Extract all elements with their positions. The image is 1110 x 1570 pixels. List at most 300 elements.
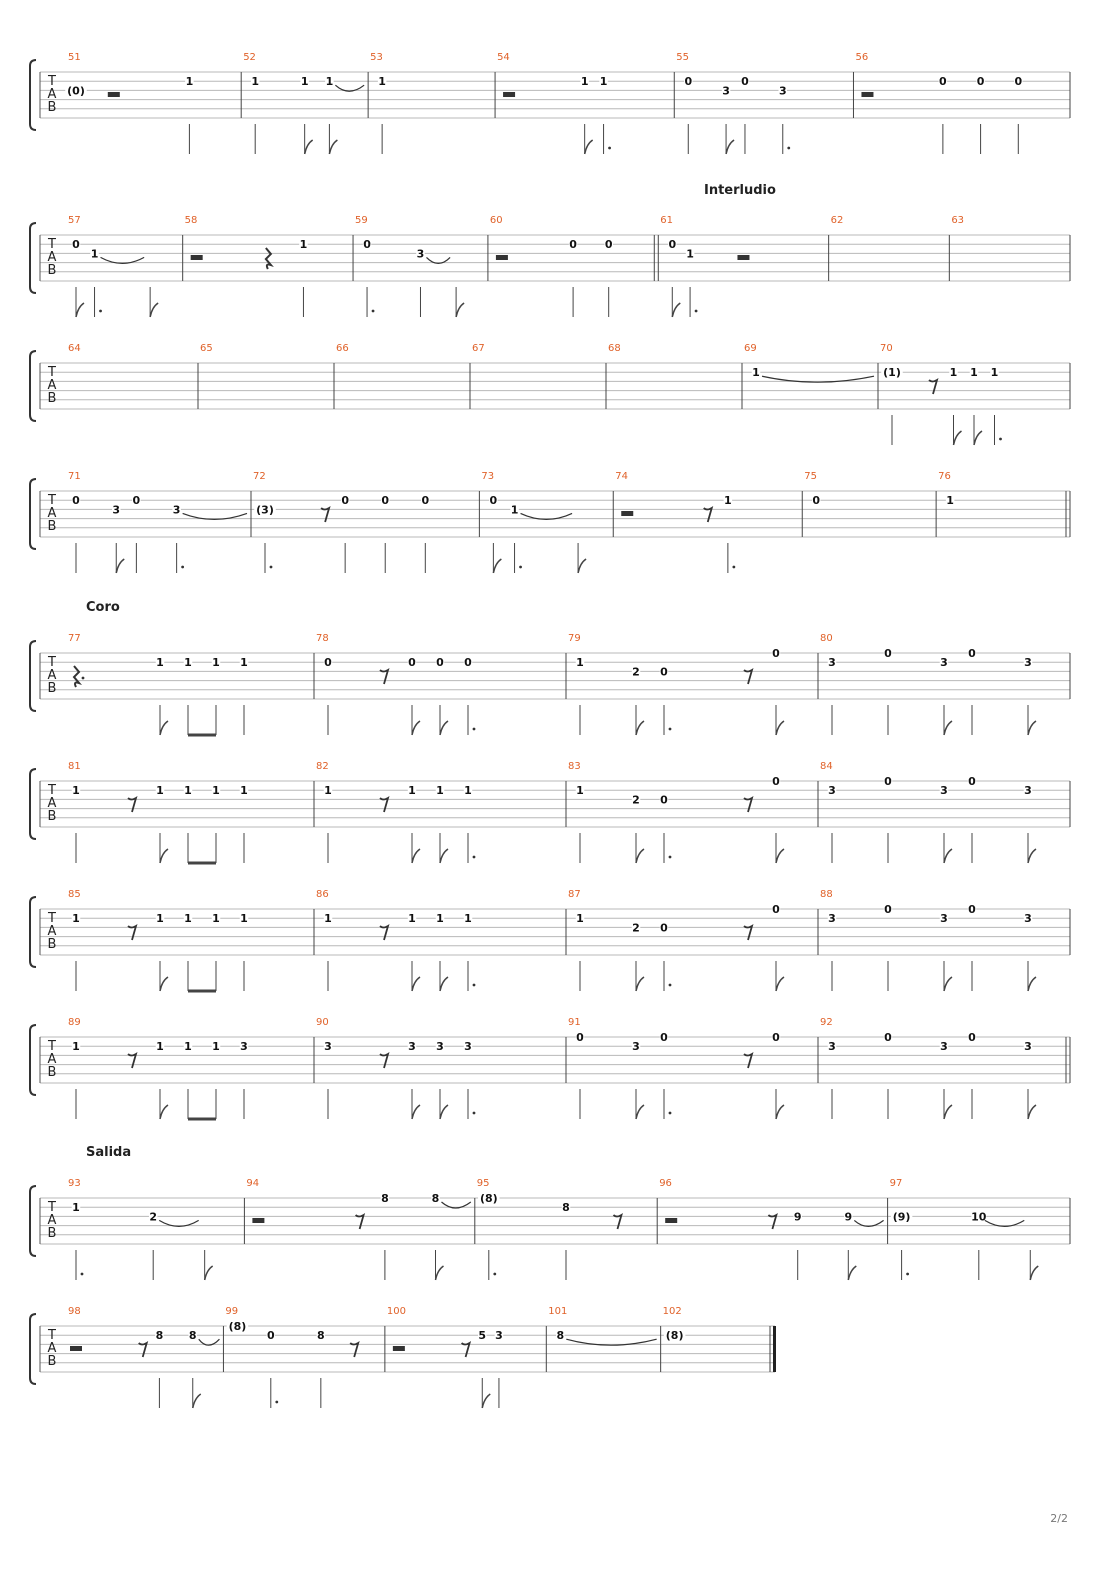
- dot: [695, 310, 698, 313]
- bar-number: 83: [568, 761, 581, 772]
- eighth-flag: [160, 1105, 168, 1119]
- eighth-flag: [944, 1105, 952, 1119]
- fret-number: 0: [363, 238, 371, 252]
- half-rest: [861, 92, 873, 97]
- tab-system: [0, 333, 1110, 453]
- eighth-flag: [1028, 1105, 1036, 1119]
- tab-staff: [0, 1168, 1110, 1288]
- fret-number: 8: [562, 1201, 570, 1215]
- bar-number: 85: [68, 889, 81, 900]
- fret-number: 3: [436, 1040, 444, 1054]
- fret-number: 10: [971, 1210, 987, 1224]
- eighth-rest: [321, 508, 329, 522]
- fret-number: 1: [464, 784, 472, 798]
- tab-clef-letter: B: [47, 1354, 57, 1369]
- tab-clef-letter: B: [47, 100, 57, 115]
- eighth-flag: [585, 140, 593, 154]
- dot: [473, 984, 476, 987]
- fret-number: (9): [892, 1210, 911, 1224]
- fret-number: 1: [300, 75, 309, 89]
- fret-number: 1: [240, 912, 248, 926]
- fret-number: 1: [408, 784, 416, 798]
- bar-number: 79: [568, 633, 581, 644]
- bar-number: 73: [481, 471, 495, 482]
- fret-number: 0: [569, 238, 577, 252]
- eighth-flag: [456, 303, 464, 317]
- bar-number: 102: [662, 1306, 682, 1317]
- eighth-flag: [1028, 977, 1036, 991]
- bar-number: 64: [68, 343, 81, 354]
- fret-number: 1: [324, 784, 332, 798]
- eighth-flag: [776, 721, 784, 735]
- tab-clef-letter: B: [47, 519, 57, 534]
- fret-number: 0: [576, 1031, 584, 1044]
- eighth-flag: [412, 1105, 420, 1119]
- tab-staff: [0, 1007, 1110, 1127]
- tab-clef-letter: A: [47, 1213, 57, 1228]
- dot: [787, 147, 790, 150]
- eighth-flag: [493, 559, 501, 573]
- eighth-rest: [350, 1343, 358, 1357]
- fret-number: 1: [510, 503, 519, 517]
- eighth-rest: [128, 798, 136, 812]
- eighth-flag: [726, 140, 734, 154]
- final-barline-thick: [773, 1326, 776, 1372]
- eighth-flag: [776, 977, 784, 991]
- system-bracket: [30, 223, 36, 293]
- fret-number: 1: [156, 1040, 164, 1054]
- fret-number: 3: [324, 1040, 332, 1054]
- fret-number: 1: [72, 1201, 80, 1215]
- dot: [181, 566, 184, 569]
- eighth-flag: [116, 559, 124, 573]
- half-rest: [621, 511, 633, 516]
- fret-number: 0: [968, 1031, 976, 1044]
- eighth-rest: [380, 926, 388, 940]
- tab-clef-letter: A: [47, 250, 57, 265]
- bar-number: 92: [820, 1017, 833, 1028]
- half-rest: [108, 92, 120, 97]
- fret-number: 1: [580, 75, 589, 89]
- eighth-flag: [1028, 849, 1036, 863]
- eighth-rest: [128, 1054, 136, 1068]
- bar-number: 101: [548, 1306, 568, 1317]
- fret-number: 2: [632, 665, 640, 679]
- fret-number: 0: [72, 238, 80, 252]
- eighth-rest: [462, 1343, 470, 1357]
- fret-number: 0: [266, 1329, 275, 1343]
- tab-clef-letter: A: [47, 668, 57, 683]
- fret-number: 0: [884, 1031, 892, 1044]
- fret-number: 3: [408, 1040, 416, 1054]
- bar-number: 81: [68, 761, 81, 772]
- bar-number: 55: [676, 52, 690, 63]
- bar-number: 94: [246, 1178, 260, 1189]
- dot: [493, 1273, 496, 1276]
- fret-number: 1: [90, 247, 99, 261]
- eighth-flag: [412, 977, 420, 991]
- tab-system: [0, 1007, 1110, 1127]
- half-rest: [252, 1218, 264, 1223]
- fret-number: 0: [72, 494, 80, 508]
- eighth-flag: [636, 721, 644, 735]
- eighth-flag: [329, 140, 337, 154]
- eighth-flag: [776, 849, 784, 863]
- tab-clef-letter: T: [48, 783, 56, 798]
- fret-number: 0: [660, 921, 668, 935]
- bar-number: 63: [951, 215, 965, 226]
- tab-clef-letter: B: [47, 937, 57, 952]
- bar-number: 75: [804, 471, 817, 482]
- bar-number: 69: [744, 343, 757, 354]
- fret-number: 3: [464, 1040, 472, 1054]
- eighth-rest: [768, 1215, 776, 1229]
- tab-clef-letter: A: [47, 924, 57, 939]
- fret-number: 2: [149, 1210, 158, 1224]
- bar-number: 100: [386, 1306, 406, 1317]
- eighth-flag: [160, 721, 168, 735]
- fret-number: 0: [324, 656, 332, 670]
- dot: [473, 728, 476, 731]
- fret-number: 3: [495, 1329, 503, 1343]
- fret-number: 3: [632, 1040, 640, 1054]
- eighth-rest: [744, 670, 752, 684]
- half-rest: [393, 1346, 405, 1351]
- bar-number: 52: [243, 52, 256, 63]
- tab-system: [0, 1168, 1110, 1288]
- dot: [81, 1273, 84, 1276]
- fret-number: 1: [599, 75, 608, 89]
- fret-number: 2: [632, 921, 640, 935]
- eighth-rest: [380, 670, 388, 684]
- tab-clef-letter: T: [48, 365, 56, 380]
- fret-number: 8: [431, 1192, 440, 1205]
- tab-clef-letter: T: [48, 1200, 56, 1215]
- eighth-rest: [744, 798, 752, 812]
- fret-number: 8: [188, 1329, 197, 1343]
- tab-clef-letter: B: [47, 809, 57, 824]
- bar-number: 53: [370, 52, 383, 63]
- fret-number: 1: [990, 366, 999, 380]
- fret-number: 0: [421, 494, 430, 508]
- bar-number: 99: [225, 1306, 239, 1317]
- bar-number: 89: [68, 1017, 81, 1028]
- bar-number: 66: [336, 343, 349, 354]
- fret-number: 1: [184, 656, 192, 670]
- fret-number: 0: [660, 1031, 668, 1044]
- eighth-flag: [944, 721, 952, 735]
- eighth-flag: [848, 1266, 856, 1280]
- fret-number: 1: [686, 247, 694, 261]
- bar-number: 96: [659, 1178, 672, 1189]
- fret-number: 1: [436, 912, 444, 926]
- fret-number: 3: [416, 247, 425, 261]
- tab-clef-letter: B: [47, 1226, 57, 1241]
- eighth-rest: [613, 1215, 621, 1229]
- fret-number: 0: [812, 494, 821, 508]
- fret-number: 0: [408, 656, 416, 670]
- fret-number: 1: [576, 656, 584, 670]
- eighth-flag: [1028, 721, 1036, 735]
- tab-system: [0, 879, 1110, 999]
- fret-number: 0: [489, 494, 498, 508]
- fret-number: 0: [668, 238, 677, 252]
- tab-system: [0, 623, 1110, 743]
- fret-number: 1: [970, 366, 978, 380]
- bar-number: 95: [476, 1178, 490, 1189]
- dot: [732, 566, 735, 569]
- tab-clef-letter: T: [48, 493, 56, 508]
- fret-number: 0: [341, 494, 349, 508]
- fret-number: 3: [940, 1040, 948, 1054]
- bar-number: 86: [316, 889, 329, 900]
- system-bracket: [30, 479, 36, 549]
- eighth-flag: [944, 849, 952, 863]
- fret-number: 0: [684, 75, 693, 89]
- bar-number: 77: [68, 633, 81, 644]
- dot: [669, 728, 672, 731]
- dot: [99, 310, 102, 313]
- fret-number: 8: [155, 1329, 164, 1343]
- eighth-flag: [150, 303, 158, 317]
- fret-number: 0: [772, 775, 780, 788]
- fret-number: 1: [324, 912, 332, 926]
- eighth-flag: [160, 849, 168, 863]
- fret-number: 1: [251, 75, 260, 89]
- bar-number: 65: [200, 343, 213, 354]
- eighth-rest: [128, 926, 136, 940]
- eighth-flag: [412, 721, 420, 735]
- bar-number: 71: [68, 471, 81, 482]
- tab-clef-letter: A: [47, 87, 57, 102]
- fret-number: 1: [325, 75, 334, 89]
- tab-system: [0, 1296, 1110, 1416]
- system-bracket: [30, 1186, 36, 1256]
- eighth-flag: [672, 303, 680, 317]
- eighth-flag: [482, 1394, 490, 1408]
- fret-number: 0: [884, 647, 892, 660]
- tab-clef-letter: B: [47, 263, 57, 278]
- system-bracket: [30, 769, 36, 839]
- system-bracket: [30, 60, 36, 130]
- fret-number: 1: [185, 75, 194, 89]
- eighth-flag: [636, 977, 644, 991]
- fret-number: 1: [156, 656, 164, 670]
- fret-number: 3: [1024, 1040, 1032, 1054]
- fret-number: 0: [772, 647, 780, 660]
- fret-number: 0: [381, 494, 390, 508]
- dot: [275, 1401, 278, 1404]
- dot: [608, 147, 611, 150]
- tab-staff: [0, 879, 1110, 999]
- dot: [372, 310, 375, 313]
- dot: [473, 856, 476, 859]
- fret-number: 1: [212, 912, 220, 926]
- half-rest: [191, 255, 203, 260]
- bar-number: 82: [316, 761, 329, 772]
- fret-number: 1: [946, 494, 954, 508]
- fret-number: 1: [212, 784, 220, 798]
- eighth-flag: [436, 1266, 444, 1280]
- system-bracket: [30, 1314, 36, 1384]
- tab-clef-letter: T: [48, 1328, 56, 1343]
- eighth-flag: [160, 977, 168, 991]
- tab-staff: [0, 42, 1110, 162]
- fret-number: (8): [479, 1192, 498, 1205]
- fret-number: 3: [1024, 912, 1032, 926]
- dot: [906, 1273, 909, 1276]
- fret-number: 0: [968, 775, 976, 788]
- half-rest: [737, 255, 749, 260]
- tab-staff: [0, 461, 1110, 581]
- tab-system: [0, 461, 1110, 581]
- bar-number: 70: [880, 343, 893, 354]
- fret-number: 3: [940, 656, 948, 670]
- fret-number: 1: [212, 656, 220, 670]
- bar-number: 58: [184, 215, 198, 226]
- fret-number: 3: [828, 912, 836, 926]
- fret-number: 3: [240, 1040, 248, 1054]
- fret-number: 3: [722, 84, 730, 98]
- fret-number: 0: [132, 494, 141, 508]
- fret-number: 1: [240, 656, 248, 670]
- tab-clef-letter: A: [47, 378, 57, 393]
- dot: [669, 856, 672, 859]
- fret-number: 0: [660, 793, 668, 807]
- fret-number: 1: [299, 238, 308, 252]
- fret-number: 1: [576, 912, 584, 926]
- fret-number: 8: [556, 1329, 565, 1343]
- fret-number: 3: [940, 912, 948, 926]
- fret-number: 9: [793, 1210, 802, 1224]
- eighth-flag: [1030, 1266, 1038, 1280]
- fret-number: 0: [968, 647, 976, 660]
- fret-number: 0: [464, 656, 472, 670]
- fret-number: 0: [772, 903, 780, 916]
- half-rest: [665, 1218, 677, 1223]
- eighth-flag: [636, 1105, 644, 1119]
- eighth-rest: [929, 380, 937, 394]
- fret-number: 1: [156, 784, 164, 798]
- eighth-rest: [356, 1215, 364, 1229]
- fret-number: 1: [724, 494, 732, 508]
- bar-number: 51: [68, 52, 81, 63]
- eighth-flag: [76, 303, 84, 317]
- bar-number: 90: [316, 1017, 329, 1028]
- eighth-flag: [776, 1105, 784, 1119]
- fret-number: 1: [240, 784, 248, 798]
- bar-number: 67: [472, 343, 485, 354]
- fret-number: 0: [604, 238, 613, 252]
- tab-staff: [0, 333, 1110, 453]
- fret-number: 2: [632, 793, 640, 807]
- quarter-rest: [74, 666, 79, 687]
- fret-number: 0: [884, 903, 892, 916]
- eighth-rest: [139, 1343, 147, 1357]
- dot: [519, 566, 522, 569]
- bar-number: 93: [68, 1178, 81, 1189]
- tab-system: [0, 42, 1110, 162]
- eighth-rest: [380, 798, 388, 812]
- fret-number: (8): [228, 1320, 247, 1333]
- fret-number: 1: [72, 784, 80, 798]
- fret-number: 0: [939, 75, 947, 89]
- fret-number: 3: [172, 503, 181, 517]
- eighth-rest: [704, 508, 712, 522]
- fret-number: (0): [67, 84, 85, 98]
- fret-number: 1: [752, 366, 760, 380]
- fret-number: 3: [828, 784, 836, 798]
- half-rest: [503, 92, 515, 97]
- eighth-rest: [744, 1054, 752, 1068]
- half-rest: [70, 1346, 82, 1351]
- eighth-flag: [578, 559, 586, 573]
- eighth-flag: [440, 977, 448, 991]
- tab-clef-letter: T: [48, 655, 56, 670]
- bar-number: 78: [316, 633, 329, 644]
- section-label-coro: Coro: [86, 600, 120, 615]
- eighth-flag: [974, 431, 982, 445]
- fret-number: 1: [378, 75, 386, 89]
- bar-number: 97: [889, 1178, 903, 1189]
- bar-number: 98: [68, 1306, 81, 1317]
- tab-system: [0, 751, 1110, 871]
- bar-number: 88: [820, 889, 833, 900]
- tab-clef-letter: A: [47, 506, 57, 521]
- fret-number: (3): [256, 503, 274, 517]
- bar-number: 61: [660, 215, 674, 226]
- bar-number: 87: [568, 889, 581, 900]
- fret-number: 5: [478, 1329, 487, 1343]
- bar-number: 84: [820, 761, 833, 772]
- tab-clef-letter: B: [47, 681, 57, 696]
- fret-number: 1: [576, 784, 584, 798]
- fret-number: 1: [156, 912, 164, 926]
- eighth-flag: [412, 849, 420, 863]
- fret-number: 0: [884, 775, 892, 788]
- bar-number: 54: [497, 52, 510, 63]
- eighth-flag: [954, 431, 962, 445]
- eighth-rest: [380, 1054, 388, 1068]
- fret-number: 3: [828, 656, 836, 670]
- tab-staff: [0, 205, 1110, 325]
- half-rest: [496, 255, 508, 260]
- eighth-flag: [944, 977, 952, 991]
- page-number: 2/2: [1050, 1512, 1068, 1525]
- fret-number: 9: [844, 1210, 853, 1224]
- bar-number: 72: [253, 471, 266, 482]
- tab-clef-letter: T: [48, 1039, 56, 1054]
- eighth-rest: [744, 926, 752, 940]
- section-label-salida: Salida: [86, 1145, 132, 1160]
- fret-number: 0: [968, 903, 976, 916]
- fret-number: (8): [665, 1329, 684, 1343]
- bar-number: 74: [615, 471, 628, 482]
- fret-number: (1): [883, 366, 901, 380]
- bar-number: 57: [68, 215, 81, 226]
- fret-number: 8: [381, 1192, 389, 1205]
- bar-number: 76: [938, 471, 951, 482]
- dot: [270, 566, 273, 569]
- tab-system: [0, 205, 1110, 325]
- system-bracket: [30, 351, 36, 421]
- dot: [669, 984, 672, 987]
- bar-number: 80: [820, 633, 833, 644]
- tab-staff: [0, 1296, 1110, 1416]
- eighth-flag: [305, 140, 313, 154]
- bar-number: 91: [568, 1017, 581, 1028]
- dot: [473, 1112, 476, 1115]
